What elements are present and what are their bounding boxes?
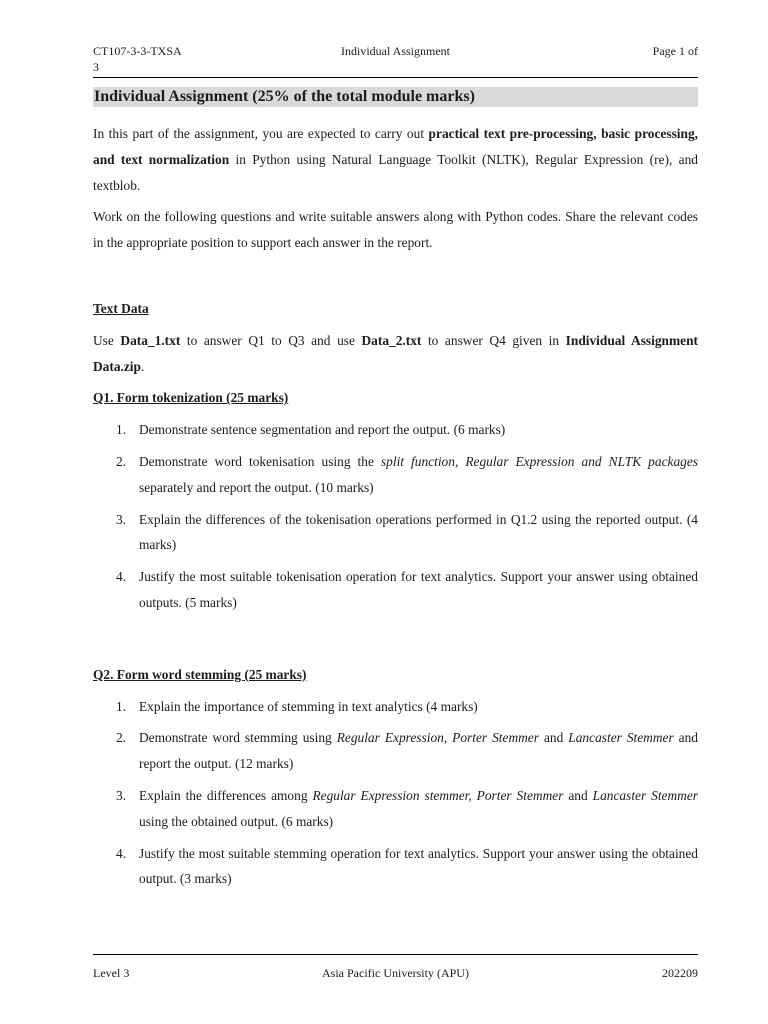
header-page-indicator: Page 1 of bbox=[652, 44, 698, 58]
footer-code: 202209 bbox=[662, 966, 698, 980]
list-item: 3. Explain the differences among Regular Expression stemmer, Porter Stemmer and Lancaster Stemmer using the obtained output. (6 marks) bbox=[116, 787, 698, 829]
footer-university: Asia Pacific University (APU) bbox=[322, 966, 469, 980]
page-header bbox=[93, 43, 698, 78]
q1-heading: Q1. Form tokenization (25 marks) bbox=[93, 390, 289, 406]
q2-list bbox=[93, 694, 698, 893]
header-doc-title: Individual Assignment bbox=[341, 44, 450, 58]
q2-heading: Q2. Form word stemming (25 marks) bbox=[93, 666, 307, 682]
list-item: 2. Demonstrate word stemming using Regular Expression, Porter Stemmer and Lancaster Stemmer and report the output. (12 marks) bbox=[116, 730, 699, 772]
page-title: Individual Assignment (25% of the total module marks) bbox=[94, 88, 475, 105]
list-item: 1. Explain the importance of stemming in text analytics (4 marks) bbox=[116, 698, 478, 714]
list-item: 4. Justify the most suitable stemming operation for text analytics. Support your answer using the obtained output. (3 marks) bbox=[116, 845, 698, 887]
footer-level: Level 3 bbox=[93, 966, 130, 980]
page-footer bbox=[93, 954, 698, 980]
header-page-total: 3 bbox=[93, 60, 99, 74]
document-body bbox=[93, 121, 698, 898]
document-page bbox=[93, 0, 698, 1024]
intro-paragraph-2: Work on the following questions and write suitable answers along with Python codes. Share the relevant codes in the appropriate position to support each answer in the report. bbox=[93, 209, 698, 251]
text-data-paragraph: Use Data_1.txt to answer Q1 to Q3 and use Data_2.txt to answer Q4 given in Individual Assignment Data.zip. bbox=[93, 332, 698, 374]
title-bar bbox=[93, 87, 698, 107]
text-data-heading: Text Data bbox=[93, 300, 149, 316]
list-item: 3. Explain the differences of the tokenisation operations performed in Q1.2 using the reported output. (4 marks) bbox=[116, 511, 698, 553]
list-item: 1. Demonstrate sentence segmentation and report the output. (6 marks) bbox=[116, 422, 506, 438]
list-item: 4. Justify the most suitable tokenisation operation for text analytics. Support your answer using obtained outputs. (5 marks) bbox=[116, 569, 698, 610]
list-item: 2. Demonstrate word tokenisation using the split function, Regular Expression and NLTK packages separately and report the output. (10 marks) bbox=[116, 453, 699, 495]
q1-list bbox=[93, 417, 698, 616]
intro-paragraph-1: In this part of the assignment, you are expected to carry out practical text pre-processing, basic processing, and text normalization in Python using Natural Language Toolkit (NLTK), Regular Expression (re), and textblob. bbox=[93, 126, 699, 193]
course-code: CT107-3-3-TXSA bbox=[93, 44, 182, 58]
